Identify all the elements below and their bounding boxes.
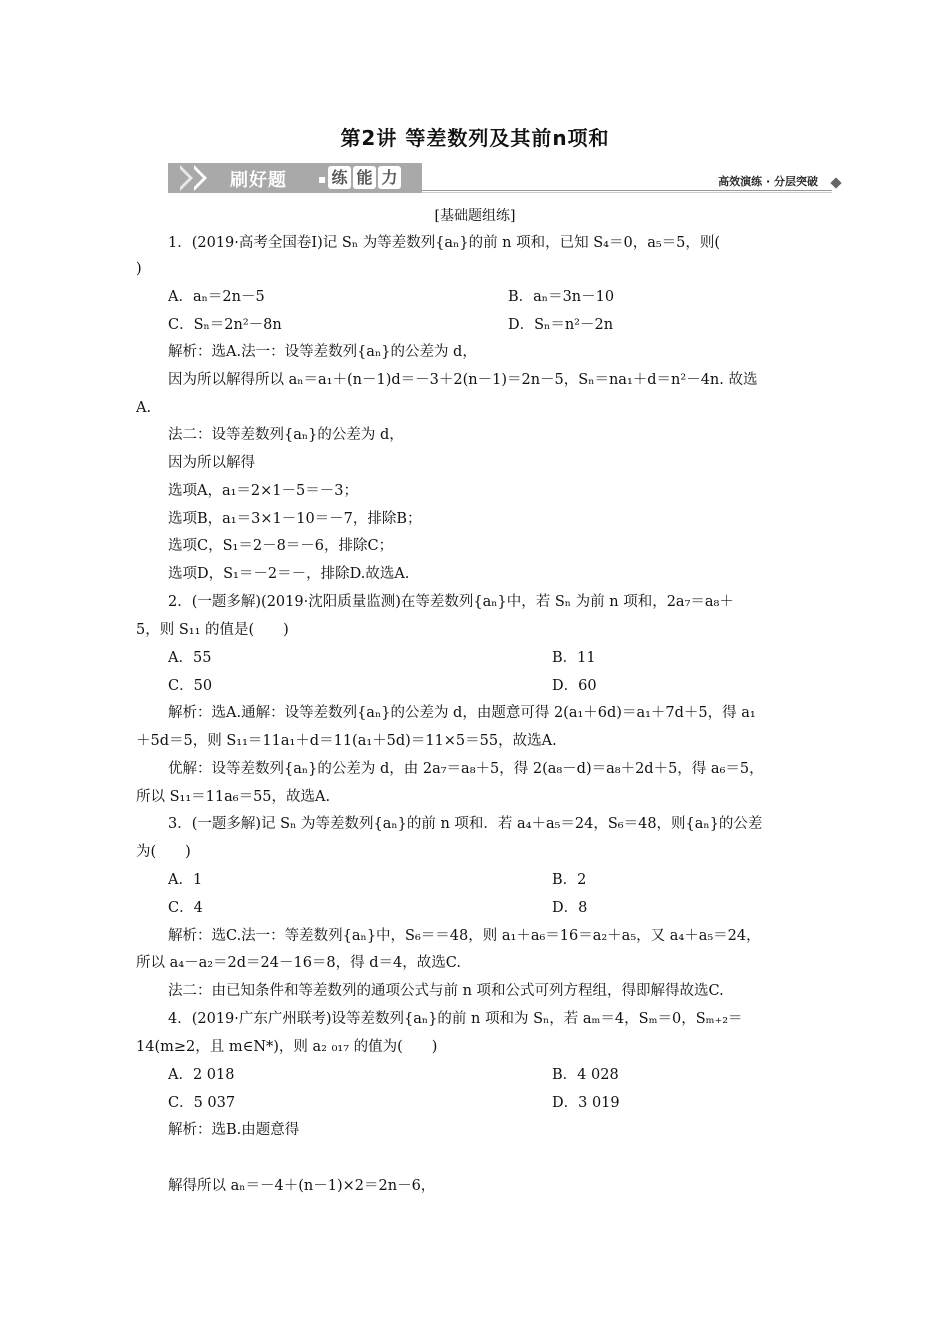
option-a: A．1 xyxy=(168,872,203,888)
banner-right-label: 高效演练 · 分层突破 xyxy=(718,175,818,188)
option-c: C．4 xyxy=(168,900,203,916)
option-c: C．50 xyxy=(168,678,213,694)
text-line: 解析：选A.法一：设等差数列{aₙ}的公差为 d， xyxy=(168,344,477,360)
text-line: 所以 S₁₁＝11a₆＝55，故选A. xyxy=(136,789,331,805)
text-line: 因为所以解得 xyxy=(168,455,255,471)
text-line: A. xyxy=(136,400,152,416)
option-d: D．3 019 xyxy=(552,1095,620,1111)
diamond-icon xyxy=(830,177,841,188)
banner-dot: ▪ xyxy=(318,172,327,186)
text-line: 解析：选C.法一：等差数列{aₙ}中，S₆＝＝48，则 a₁＋a₆＝16＝a₂＋a₅，又 a₄＋a₅＝24， xyxy=(168,928,761,944)
option-d: D．8 xyxy=(552,900,588,916)
text-line: 5，则 S₁₁ 的值是( ) xyxy=(136,622,289,638)
text-line: 解得所以 aₙ＝－4＋(n－1)×2＝2n－6， xyxy=(168,1178,436,1194)
text-line: 法二：设等差数列{aₙ}的公差为 d， xyxy=(168,427,404,443)
option-a: A．2 018 xyxy=(168,1067,235,1083)
text-line: 1．(2019·高考全国卷Ⅰ)记 Sₙ 为等差数列{aₙ}的前 n 项和，已知 S₄＝0，a₅＝5，则( xyxy=(168,235,721,251)
option-a: A．aₙ＝2n－5 xyxy=(168,289,265,305)
text-line: 选项A，a₁＝2×1－5＝－3； xyxy=(168,483,358,499)
text-line: ＋5d＝5，则 S₁₁＝11a₁＋d＝11(a₁＋5d)＝11×5＝55，故选A. xyxy=(136,733,557,749)
page-title: 第2讲 等差数列及其前n项和 xyxy=(340,126,610,150)
section-banner xyxy=(168,163,840,193)
text-line: 4．(2019·广东广州联考)设等差数列{aₙ}的前 n 项和为 Sₙ，若 aₘ＝4，Sₘ＝0，Sₘ₊₂＝ xyxy=(168,1011,743,1027)
option-b: B．aₙ＝3n－10 xyxy=(508,289,615,305)
option-b: B．2 xyxy=(552,872,587,888)
option-b: B．4 028 xyxy=(552,1067,619,1083)
banner-box-char: 能 xyxy=(353,166,376,189)
text-line: ) xyxy=(136,261,142,277)
chevron-inner xyxy=(194,169,203,187)
option-d: D．60 xyxy=(552,678,597,694)
option-b: B．11 xyxy=(552,650,596,666)
text-line: 所以 a₄－a₂＝2d＝24－16＝8，得 d＝4，故选C. xyxy=(136,955,461,971)
option-c: C．Sₙ＝2n²－8n xyxy=(168,317,282,333)
option-d: D．Sₙ＝n²－2n xyxy=(508,317,614,333)
option-c: C．5 037 xyxy=(168,1095,236,1111)
text-line: 解析：选B.由题意得 xyxy=(168,1122,300,1138)
text-line: 为( ) xyxy=(136,844,191,860)
text-line: 因为所以解得所以 aₙ＝a₁＋(n－1)d＝－3＋2(n－1)＝2n－5，Sₙ＝na₁＋d＝n²－4n. 故选 xyxy=(168,372,758,388)
banner-rule xyxy=(422,192,832,193)
text-line: 选项C，S₁＝2－8＝－6，排除C； xyxy=(168,538,394,554)
text-line: 优解：设等差数列{aₙ}的公差为 d，由 2a₇＝a₈＋5，得 2(a₈－d)＝a₈＋2d＋5，得 a₆＝5， xyxy=(168,761,764,777)
banner-box-char: 练 xyxy=(328,166,351,189)
banner-main-label: 刷好题 xyxy=(230,170,287,191)
option-a: A．55 xyxy=(168,650,212,666)
banner-box-char: 力 xyxy=(378,166,401,189)
text-line: 选项D，S₁＝－2＝－，排除D.故选A. xyxy=(168,566,410,582)
banner-rule xyxy=(422,190,832,191)
text-line: 法二：由已知条件和等差数列的通项公式与前 n 项和公式可列方程组，得即解得故选C. xyxy=(168,983,724,999)
text-line: 解析：选A.通解：设等差数列{aₙ}的公差为 d，由题意可得 2(a₁＋6d)＝a₁＋7d＋5，得 a₁ xyxy=(168,705,756,721)
text-line: 2．(一题多解)(2019·沈阳质量监测)在等差数列{aₙ}中，若 Sₙ 为前 n 项和，2a₇＝a₈＋ xyxy=(168,594,734,610)
text-line: 14(m≥2，且 m∈N*)，则 a₂ ₀₁₇ 的值为( ) xyxy=(136,1039,438,1055)
section-subtitle: [基础题组练] xyxy=(434,208,516,224)
text-line: 选项B，a₁＝3×1－10＝－7，排除B； xyxy=(168,511,422,527)
chevron-inner xyxy=(180,169,189,187)
text-line: 3．(一题多解)记 Sₙ 为等差数列{aₙ}的前 n 项和．若 a₄＋a₅＝24，S₆＝48，则{aₙ}的公差 xyxy=(168,816,763,832)
